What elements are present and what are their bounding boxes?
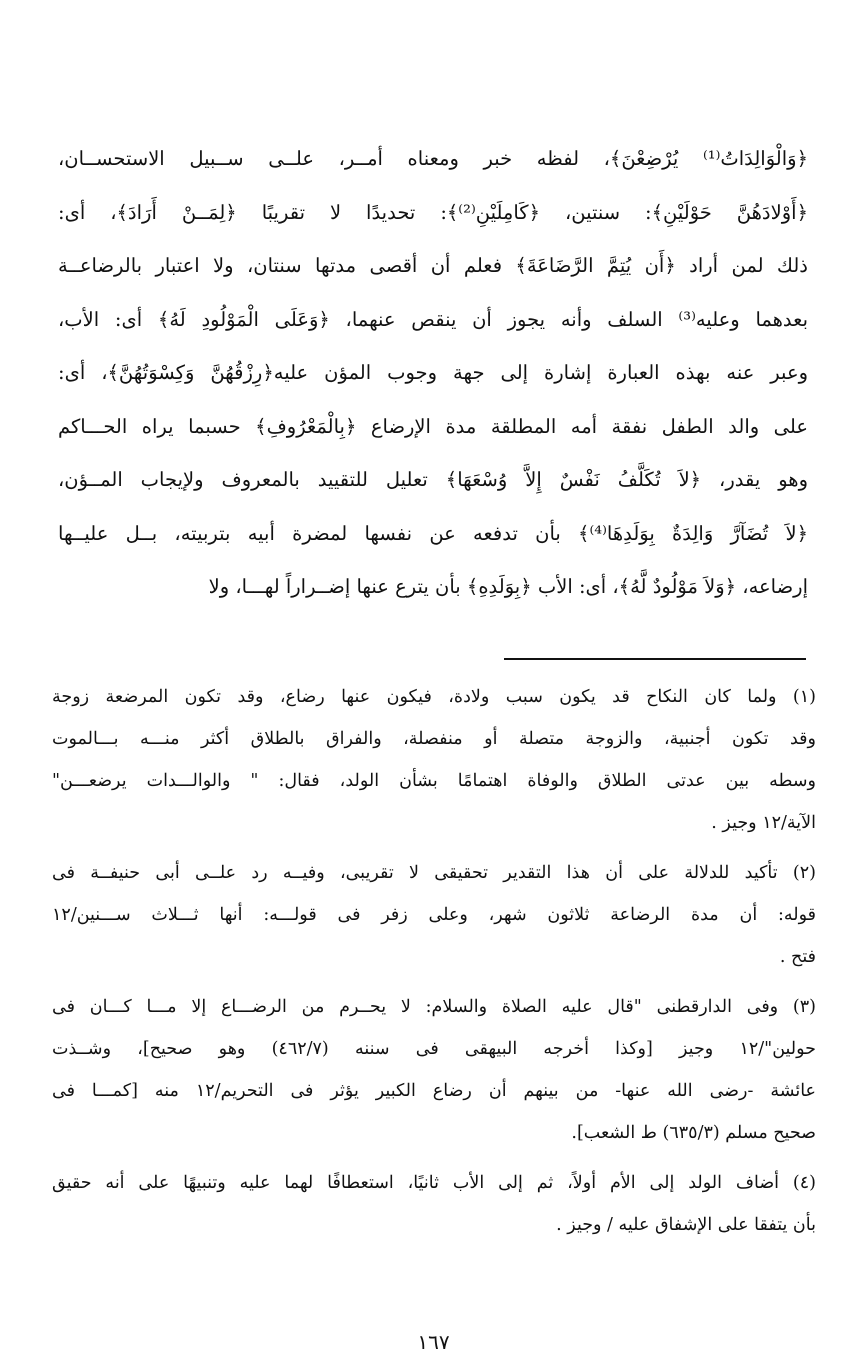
main-text-line: ذلك لمن أراد ﴿أَن يُتِمَّ الرَّضَاعَةَ﴾ فعلم أن أقصى مدتها سنتان، ولا اعتبار بالرضاعــة [58,254,808,277]
footnote-line: عائشة -رضى الله عنها- من بينهم أن رضاع الكبير يؤثر فى التحريم/١٢ منه [كمـــا فى [52,1081,816,1101]
footnote-line: الآية/١٢ وجيز . [711,813,816,833]
main-text-line: ﴿لاَ تُضَآرَّ وَالِدَةٌ بِوَلَدِهَا⁽⁴⁾﴾ بأن تدفعه عن نفسها لمضرة أبيه بتربيته، بــل عليــها [58,521,808,545]
footnote-line: وقد تكون أجنبية، والزوجة متصلة أو منفصلة، والفراق بالطلاق أكثر منـــه بـــالموت [52,729,816,749]
main-text-line: بعدهما وعليه⁽³⁾ السلف وأنه يجوز أن ينقص عنهما، ﴿وَعَلَى الْمَوْلُودِ لَهُ﴾ أى: الأب، [58,307,808,331]
footnote-line: (٣) وفى الدارقطنى "قال عليه الصلاة والسلام: لا يحــرم من الرضـــاع إلا مـــا كـــان فى [52,997,816,1017]
footnote-line: (٢) تأكيد للدلالة على أن هذا التقدير تحقيقى لا تقريبى، وفيــه رد علــى أبى حنيفــة فى [52,863,816,883]
footnotes [52,676,816,1246]
main-text [58,132,808,614]
footnote-1 [52,676,816,844]
main-text-line: على والد الطفل نفقة أمه المطلقة مدة الإرضاع ﴿بِالْمَعْرُوفِ﴾ حسبما يراه الحـــاكم [58,414,808,438]
page-number: ١٦٧ [417,1330,450,1354]
footnote-line: حولين"/١٢ وجيز [وكذا أخرجه البيهقى فى سننه (٤٦٢/٧) وهو صحيح]، وشــذت [52,1039,816,1059]
footnote-line: قوله: أن مدة الرضاعة ثلاثون شهر، وعلى زفر فى قولـــه: أنها ثـــلاث ســـنين/١٢ [52,905,816,925]
main-text-line: ﴿أَوْلادَهُنَّ حَوْلَيْنِ﴾: سنتين، ﴿كَامِلَيْنِ⁽²⁾﴾: تحديدًا لا تقريبًا ﴿لِمَــنْ أَرَادَ﴾، أى: [58,200,808,224]
footnote-4 [52,1162,816,1246]
main-text-line: وعبر عنه بهذه العبارة إشارة إلى جهة وجوب المؤن عليه﴿رِزْقُهُنَّ وَكِسْوَتُهُنَّ﴾، أى: [58,361,808,384]
footnote-divider [504,658,806,660]
footnote-line: فتح . [779,947,816,967]
footnote-line: (١) ولما كان النكاح قد يكون سبب ولادة، فيكون عنها رضاع، وقد تكون المرضعة زوجة [52,687,816,707]
footnote-line: (٤) أضاف الولد إلى الأم أولاً، ثم إلى الأب ثانيًا، استعطافًا لهما عليه وتنبيهًا على أنه حقيق [52,1173,816,1193]
footnote-line: وسطه بين عدتى الطلاق والوفاة اهتمامًا بشأن الولد، فقال: " والوالـــدات يرضعـــن" [52,771,816,791]
footnote-3 [52,986,816,1154]
footnote-line: صحيح مسلم (٦٣٥/٣) ط الشعب]. [571,1123,816,1143]
main-text-line: إرضاعه، ﴿وَلاَ مَوْلُودٌ لَّهُ﴾، أى: الأب ﴿بِوَلَدِهِ﴾ بأن يترع عنها إضــراراً لهـــا، ولا [208,575,808,598]
footnote-line: بأن يتفقا على الإشفاق عليه / وجيز . [556,1215,816,1235]
footnote-2 [52,852,816,978]
main-text-line: ﴿وَالْوَالِدَاتُ⁽¹⁾ يُرْضِعْنَ﴾، لفظه خبر ومعناه أمــر، علــى ســبيل الاستحســان، [58,147,808,170]
main-text-line: وهو يقدر، ﴿لاَ تُكَلَّفُ نَفْسٌ إِلاَّ وُسْعَهَا﴾ تعليل للتقييد بالمعروف ولإيجاب المــؤن، [58,468,808,491]
